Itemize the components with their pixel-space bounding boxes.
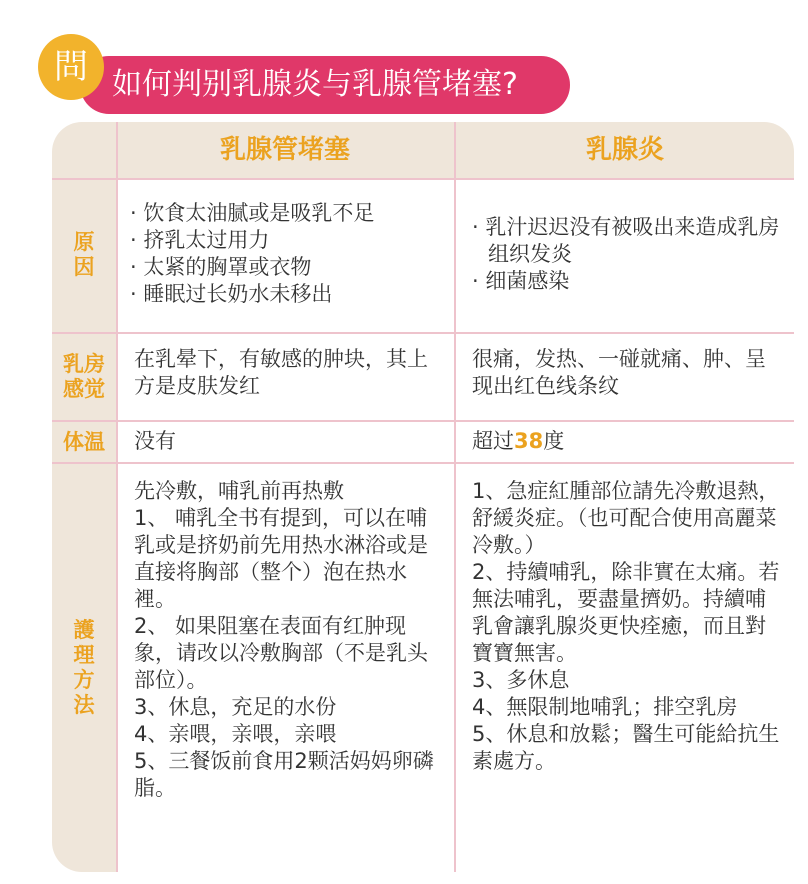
feeling-duct-blockage [134,346,444,400]
list-item: 1、急症紅腫部位請先冷敷退熱，舒緩炎症。（也可配合使用高麗菜冷敷。） [472,479,780,557]
column-header-mastitis: 乳腺炎 [585,135,664,165]
temperature-value: 38 [514,429,544,453]
row-divider [52,332,794,334]
column-header-duct-blockage: 乳腺管堵塞 [219,135,350,165]
row-label-temperature-text: 体温 [63,429,105,454]
list-item: 5、三餐饭前食用2颗活妈妈卵磷脂。 [134,749,434,800]
feeling-mastitis [472,346,784,400]
list-item: 2、持續哺乳，除非實在太痛。若無法哺乳，要盡量擠奶。持續哺乳會讓乳腺炎更快痊癒，而且對寶寶無害。 [472,560,780,665]
temperature-suffix: 度 [543,429,565,453]
list-item: · 太紧的胸罩或衣物 [130,255,312,279]
row-label-feeling [52,334,116,420]
row-divider [52,462,794,464]
list-item: 1、 哺乳全书有提到，可以在哺乳或是挤奶前先用热水淋浴或是直接将胸部（整个）泡在热水裡。 [134,506,428,611]
list-item: · 挤乳太过用力 [130,228,270,252]
question-title: 如何判别乳腺炎与乳腺管堵塞? [80,56,570,114]
list-item: · 细菌感染 [472,269,570,293]
row-label-feeling-text: 乳房 感觉 [63,352,105,401]
cell-text: 在乳晕下，有敏感的肿块，其上方是皮肤发红 [134,347,428,398]
list-item: 4、亲喂，亲喂，亲喂 [134,722,337,746]
question-badge: 問 [38,34,104,100]
column-divider [454,122,456,872]
list-item: 5、休息和放鬆；醫生可能給抗生素處方。 [472,722,780,773]
cause-mastitis [472,214,784,295]
list-item: · 睡眠过长奶水未移出 [130,282,333,306]
cell-text: 很痛，发热、一碰就痛、肿、呈现出红色线条纹 [472,347,766,398]
row-divider [52,178,794,180]
row-label-cause [52,178,116,332]
list-item: 4、無限制地哺乳；排空乳房 [472,695,738,719]
row-label-cause-text: 原 因 [73,230,95,279]
temperature-duct-blockage [134,428,444,455]
list-item: 2、 如果阻塞在表面有红肿现象，请改以冷敷胸部（不是乳头部位）。 [134,614,428,692]
list-item: · 饮食太油腻或是吸乳不足 [130,201,375,225]
list-item: 3、休息，充足的水份 [134,695,337,719]
cell-text: 没有 [134,429,176,453]
care-duct-blockage [134,478,444,802]
row-divider [52,420,794,422]
comparison-table [52,122,794,872]
list-item: · 乳汁迟迟没有被吸出来造成乳房组织发炎 [472,215,780,266]
temperature-mastitis [472,428,784,455]
list-item: 先冷敷，哺乳前再热敷 [134,479,344,503]
row-label-care-text: 護 理 方 法 [73,618,95,717]
cause-duct-blockage [130,200,446,308]
cell-text [472,428,784,455]
temperature-prefix: 超过 [472,429,514,453]
column-divider [116,122,118,872]
row-label-care [52,464,116,872]
list-item: 3、多休息 [472,668,570,692]
care-mastitis [472,478,784,775]
row-label-temperature [52,422,116,462]
